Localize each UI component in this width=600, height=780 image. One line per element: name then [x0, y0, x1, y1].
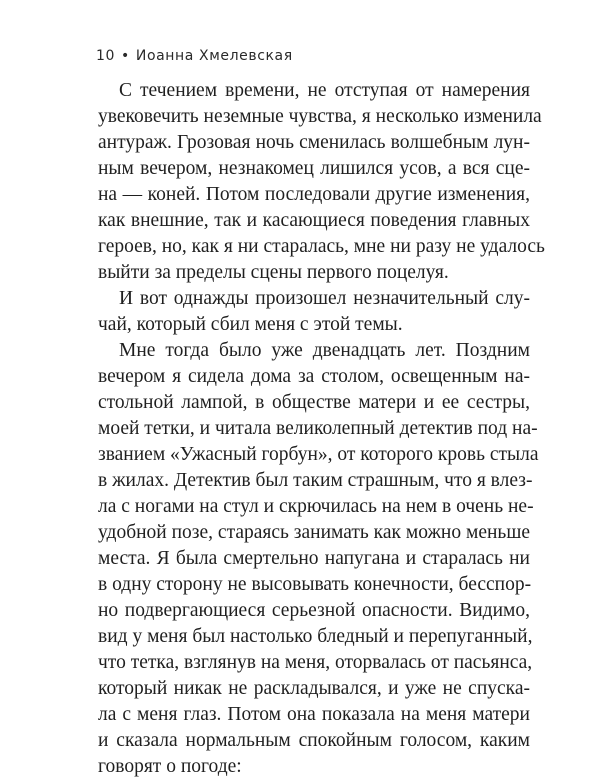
header-separator: • — [121, 48, 130, 64]
text-line: в одну сторону не высовывать конечности, бесспор- — [98, 574, 532, 595]
text-line: С течением времени, не отступая от намерения — [119, 80, 530, 101]
text-line: И вот однажды произошел незначительный слу- — [119, 288, 530, 309]
text-line: выйти за пределы сцены первого поцелуя. — [98, 262, 449, 283]
text-line: вечером я сидела дома за столом, освещенным на- — [98, 366, 530, 387]
text-line: Мне тогда было уже двенадцать лет. Поздним — [119, 340, 530, 361]
book-author: Иоанна Хмелевская — [135, 48, 293, 64]
text-line: говорят о погоде: — [98, 756, 242, 777]
text-line: на — коней. Потом последовали другие изменения, — [98, 184, 530, 205]
text-line: ла с ногами на стул и скрючилась на нем в очень не- — [98, 496, 534, 517]
text-line: героев, но, как я ни старалась, мне ни разу не удалось — [98, 236, 545, 257]
text-line: удобной позе, стараясь занимать как можно меньше — [98, 522, 530, 543]
text-line: чай, который сбил меня с этой темы. — [98, 314, 403, 335]
text-line: но подвергающиеся серьезной опасности. Видимо, — [98, 600, 530, 621]
text-line: увековечить неземные чувства, я несколько изменила — [98, 106, 542, 127]
text-line: антураж. Грозовая ночь сменилась волшебным лун- — [98, 132, 530, 153]
text-line: который никак не раскладывался, и уже не спуска- — [98, 678, 530, 699]
text-line: как внешние, так и касающиеся поведения главных — [98, 210, 530, 231]
body-text — [98, 78, 545, 780]
running-header — [96, 48, 293, 64]
text-line: что тетка, взглянув на меня, оторвалась от пасьянса, — [98, 652, 533, 673]
text-line: в жилах. Детектив был таким страшным, что я влез- — [98, 470, 533, 491]
text-line: и сказала нормальным спокойным голосом, каким — [98, 730, 530, 751]
text-line: ла с меня глаз. Потом она показала на меня матери — [98, 704, 530, 725]
text-line: званием «Ужасный горбун», от которого кровь стыла — [98, 444, 539, 465]
text-line: места. Я была смертельно напугана и старалась ни — [98, 548, 530, 569]
page-number: 10 — [96, 48, 116, 64]
text-line: ным вечером, незнакомец лишился усов, а вся сце- — [98, 158, 530, 179]
text-line: моей тетки, и читала великолепный детектив под на- — [98, 418, 538, 439]
text-line: стольной лампой, в обществе матери и ее сестры, — [98, 392, 530, 413]
text-line: вид у меня был настолько бледный и перепуганный, — [98, 626, 533, 647]
